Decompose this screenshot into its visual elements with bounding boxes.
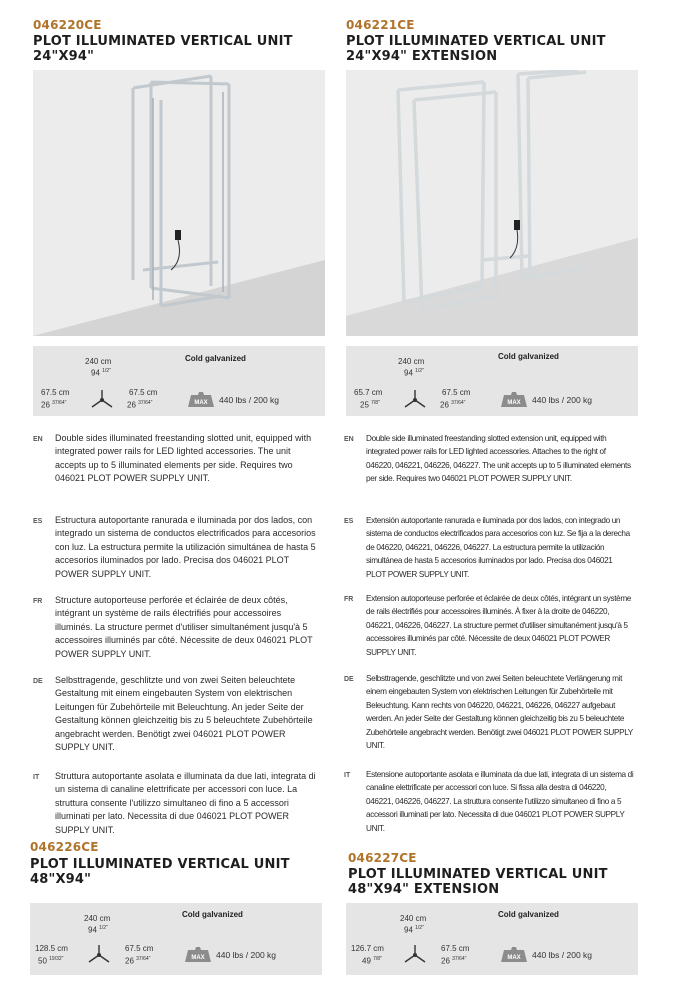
- product-photo: [346, 70, 638, 336]
- lang-code: DE: [33, 678, 43, 685]
- product-title: PLOT ILLUMINATED VERTICAL UNIT 48"X94": [30, 857, 290, 887]
- width-in: 94 $^{1/2"}$: [91, 368, 111, 378]
- description-text: Structure autoporteuse perforée et éclairée de deux côtés, intégrant un système de rails électrifiés pour accessoires illuminés. La structure permet d'utiliser simultanément jusqu'à 5 accessoires illuminés par côté. Nécessite de deux 046021 PLOT POWER SUPPLY UNIT.: [55, 595, 313, 659]
- lang-code: EN: [344, 436, 354, 443]
- load-capacity: 440 lbs / 200 kg: [532, 950, 593, 960]
- width-cm: 240 cm: [400, 914, 427, 923]
- depth-right-in: 26 $^{37/64"}$: [127, 400, 153, 410]
- product-code: 046226CE: [30, 840, 99, 854]
- dimensions-icon: [89, 388, 115, 410]
- description-text: Struttura autoportante asolata e illuminata da due lati, integrata di un sistema di canaline elettrificate per accessori con luce. La struttura consente l'utilizzo simultaneo di fino a 5 accessori illuminati per lato. Necessita di due 046021 PLOT POWER SUPPLY UNIT.: [55, 771, 316, 835]
- weight-icon: [501, 946, 527, 962]
- weight-icon: [188, 391, 214, 407]
- depth-right-cm: 67.5 cm: [125, 944, 154, 953]
- width-cm: 240 cm: [398, 357, 425, 366]
- spec-panel: [346, 903, 638, 975]
- depth-left-in: 26 $^{37/64"}$: [41, 400, 67, 410]
- product-code: 046220CE: [33, 18, 102, 32]
- depth-left-in: 50 $^{19/32"}$: [38, 956, 64, 966]
- description-text: Extensión autoportante ranurada e iluminada por dos lados, con integrado un sistema de conductos electrificados para accesorios con luz. Se fija a la derecha de 046220, 046221, 046226, 046227. La estructura permite la utilización simultánea de hasta 5 accesorios iluminados por lado. Precisa dos 046021 PLOT POWER SUPPLY UNIT.: [366, 516, 630, 579]
- product-code: 046227CE: [348, 851, 417, 865]
- lang-code: IT: [344, 772, 351, 779]
- lang-code: ES: [344, 518, 354, 525]
- depth-left-cm: 67.5 cm: [41, 388, 70, 397]
- width-cm: 240 cm: [85, 357, 112, 366]
- finish-label: Cold galvanized: [498, 352, 559, 361]
- width-in: 94 $^{1/2"}$: [88, 925, 108, 935]
- display-unit-illustration: [33, 70, 325, 336]
- load-capacity: 440 lbs / 200 kg: [219, 395, 280, 405]
- lang-code: EN: [33, 436, 43, 443]
- product-photo: [33, 70, 325, 336]
- spec-panel: [30, 903, 322, 975]
- depth-left-cm: 65.7 cm: [354, 388, 383, 397]
- finish-label: Cold galvanized: [182, 910, 243, 919]
- depth-left-in: 25 $^{7/8"}$: [360, 400, 380, 410]
- description-text: Selbsttragende, geschlitzte und von zwei Seiten beleuchtete Verlängerung mit einem eingebauten System von elektrischen Leitungen für Zubehörteile mit Beleuchtung. Kann rechts von 046220, 046221, 046226, 046227 aufgebaut werden. An jeder Seite der Gestaltung können gleichzeitig bis zu 5 beleuchtete Zubehörteile angebracht werden. Benötigt zwei 046021 PLOT POWER SUPPLY UNIT.: [366, 674, 633, 751]
- depth-left-in: 49 $^{7/8"}$: [362, 956, 382, 966]
- width-in: 94 $^{1/2"}$: [404, 368, 424, 378]
- description-text: Double side illuminated freestanding slotted extension unit, equipped with integrated power rails for LED lighted accessories. Attaches to the right of 046220, 046221, 046226, 046227. The unit accepts up to 5 illuminated elements per side. Requires two 046021 PLOT POWER SUPPLY UNIT.: [366, 434, 631, 484]
- width-in: 94 $^{1/2"}$: [404, 925, 424, 935]
- dimensions-icon: [402, 943, 428, 965]
- display-unit-illustration: [346, 70, 638, 336]
- spec-panel: [346, 346, 638, 416]
- spec-panel: [33, 346, 325, 416]
- description-text: Selbsttragende, geschlitzte und von zwei Seiten beleuchtete Gestaltung mit einem eingebauten System von elektrischen Leitungen für Zubehörteile mit Beleuchtung. An jeder Seite der Gestaltung können gleichzeitig bis zu 5 beleuchtete Zubehörteile angebracht werden. Benötigt zwei 046021 PLOT POWER SUPPLY UNIT.: [55, 675, 313, 753]
- depth-right-cm: 67.5 cm: [129, 388, 158, 397]
- depth-right-in: 26 $^{37/64"}$: [440, 400, 466, 410]
- depth-right-cm: 67.5 cm: [442, 388, 471, 397]
- lang-code: IT: [33, 774, 40, 781]
- description-text: Double sides illuminated freestanding slotted unit, equipped with integrated power rails for LED lighted accessories. The unit accepts up to 5 illuminated elements per side. Requires two 046021 PLOT POWER SUPPLY UNIT.: [55, 433, 312, 484]
- svg-text:MAX: MAX: [194, 400, 208, 406]
- description-text: Estensione autoportante asolata e illuminata da due lati, integrata di un sistema di canaline elettrificate per accessori con luce. Si fissa alla destra di 046220, 046221, 046226, 046227. La struttura consente l'utilizzo simultaneo di fino a 5 accessori illuminati per lato. Necessita di due 046021 PLOT POWER SUPPLY UNIT.: [366, 770, 634, 833]
- lang-code: DE: [344, 676, 354, 683]
- depth-left-cm: 126.7 cm: [351, 944, 384, 953]
- description-text: Extension autoporteuse perforée et éclairée de deux côtés, intégrant un système de rails électrifiés pour accessoires illuminés. À fixer à la droite de 046220, 046221, 046226, 046227. La structure permet d'utiliser simultanément jusqu'à 5 accessoires illuminés par côté. Nécessite de deux 046021 PLOT POWER SUPPLY UNIT.: [366, 594, 632, 657]
- svg-text:MAX: MAX: [507, 400, 521, 406]
- description-block: [344, 432, 634, 842]
- lang-code: ES: [33, 518, 43, 525]
- lang-code: FR: [33, 598, 43, 605]
- weight-icon: [185, 946, 211, 962]
- weight-icon: [501, 391, 527, 407]
- description-text: Estructura autoportante ranurada e iluminada por dos lados, con integrado un sistema de conductos electrificados para accesorios con luz. La estructura permite la utilización simultánea de hasta 5 accesorios iluminados por lado. Precisa dos 046021 PLOT POWER SUPPLY UNIT.: [55, 515, 316, 579]
- product-code: 046221CE: [346, 18, 415, 32]
- finish-label: Cold galvanized: [185, 354, 246, 363]
- finish-label: Cold galvanized: [498, 910, 559, 919]
- dimensions-icon: [402, 388, 428, 410]
- depth-right-cm: 67.5 cm: [441, 944, 470, 953]
- load-capacity: 440 lbs / 200 kg: [216, 950, 277, 960]
- svg-text:MAX: MAX: [507, 955, 521, 961]
- svg-text:MAX: MAX: [191, 955, 205, 961]
- lang-code: FR: [344, 596, 354, 603]
- dimensions-icon: [86, 943, 112, 965]
- product-title: PLOT ILLUMINATED VERTICAL UNIT 48"X94" EXTENSION: [348, 867, 608, 897]
- description-block: [33, 432, 321, 842]
- product-title: PLOT ILLUMINATED VERTICAL UNIT 24"X94": [33, 34, 293, 64]
- product-title: PLOT ILLUMINATED VERTICAL UNIT 24"X94" EXTENSION: [346, 34, 606, 64]
- depth-left-cm: 128.5 cm: [35, 944, 68, 953]
- depth-right-in: 26 $^{37/64"}$: [441, 956, 467, 966]
- depth-right-in: 26 $^{37/64"}$: [125, 956, 151, 966]
- load-capacity: 440 lbs / 200 kg: [532, 395, 593, 405]
- width-cm: 240 cm: [84, 914, 111, 923]
